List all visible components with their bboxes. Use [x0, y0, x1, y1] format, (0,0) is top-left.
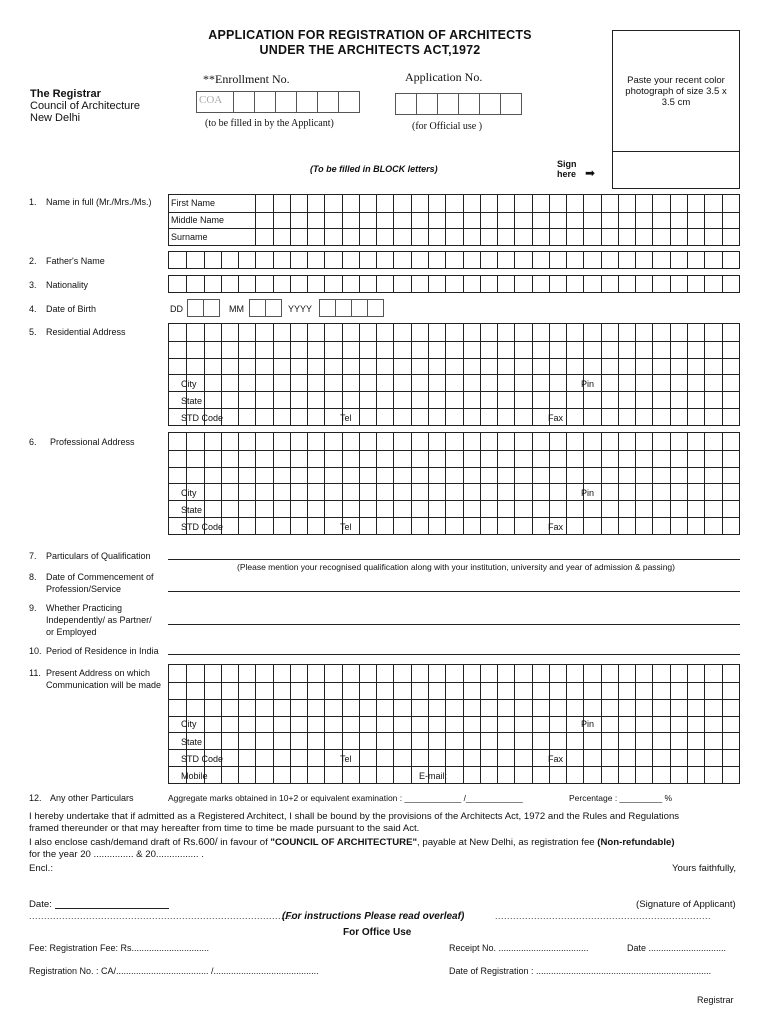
decl-favour-text: in favour of [220, 837, 268, 848]
nationality-grid[interactable] [168, 275, 740, 293]
pres-state-label: State [181, 737, 203, 747]
form-title-line2: UNDER THE ARCHITECTS ACT,1972 [259, 43, 481, 57]
enrollment-boxes[interactable] [197, 91, 360, 113]
registrar-label: Registrar [697, 995, 734, 1005]
f8-line[interactable] [168, 591, 740, 592]
prof-state-label: State [181, 505, 203, 515]
f10-label: Period of Residence in India [46, 646, 159, 656]
f12-percentage[interactable]: Percentage : _________ % [569, 793, 673, 803]
office-reg-date[interactable]: Date of Registration : ...................................................................... [449, 966, 712, 976]
f5-label: Residential Address [46, 327, 126, 337]
declaration-line1: I hereby undertake that if admitted as a Registered Architect, I shall be bound by the provisions of the Architects Act, 1972 and the Rules and Regulations [29, 811, 680, 822]
instructions-dots-left: ........................................................................................ [29, 911, 294, 921]
application-label: Application No. [405, 70, 483, 84]
f7-num: 7. [29, 551, 37, 561]
application-note: (for Official use ) [412, 121, 483, 132]
instructions-note: (For instructions Please read overleaf) [282, 911, 465, 922]
f2-num: 2. [29, 256, 37, 266]
decl-payable-text: , payable at New Delhi, as registration fee [417, 837, 595, 848]
form-title-line1: APPLICATION FOR REGISTRATION OF ARCHITECTS [208, 28, 532, 42]
f7-line[interactable] [168, 559, 740, 560]
office-date[interactable]: Date ............................... [627, 943, 727, 953]
dob-mm-boxes[interactable] [250, 299, 282, 317]
f4-num: 4. [29, 304, 37, 314]
surname-label: Surname [171, 232, 208, 242]
prof-pin-label: Pin [581, 488, 595, 498]
f7-note: (Please mention your recognised qualification along with your institution, university and year of admission & passing) [237, 562, 675, 572]
instructions-dots-right: ........................................................................ [495, 911, 712, 921]
f12-num: 12. [29, 793, 42, 803]
decl-amount: Rs.600/ [183, 837, 218, 848]
f11-label-b: Communication will be made [46, 680, 162, 690]
pres-email-label: E-mail: [419, 771, 448, 781]
present-address-grid[interactable] [168, 664, 740, 784]
f10-line[interactable] [168, 654, 740, 655]
decl-payee: "COUNCIL OF ARCHITECTURE" [270, 837, 418, 848]
enrollment-label: **Enrollment No. [203, 72, 290, 86]
declaration-line4: for the year 20 ............... & 20................ . [29, 849, 204, 860]
father-name-grid[interactable] [168, 251, 740, 269]
office-receipt[interactable]: Receipt No. .................................... [449, 943, 589, 953]
sign-here-label: Sign here [557, 159, 577, 179]
f1-label: Name in full (Mr./Mrs./Ms.) [46, 197, 152, 207]
addressee-city: New Delhi [30, 112, 81, 124]
photo-box[interactable] [612, 30, 740, 189]
yours-faithfully: Yours faithfully, [672, 863, 736, 874]
f9-label-b: Independently/ as Partner/ [46, 615, 152, 625]
f9-label-a: Whether Practicing [46, 603, 123, 613]
res-pin-label: Pin [581, 379, 595, 389]
dob-mm-label: MM [229, 304, 244, 314]
f10-num: 10. [29, 646, 42, 656]
res-tel-label: Tel [340, 413, 352, 423]
res-state-label: State [181, 396, 203, 406]
pres-fax-label: Fax [548, 754, 564, 764]
f8-label-a: Date of Commencement of [46, 572, 154, 582]
f12-marks[interactable]: Aggregate marks obtained in 10+2 or equivalent examination : ____________ /____________ [168, 793, 523, 803]
pres-tel-label: Tel [340, 754, 352, 764]
arrow-right-icon: ➡ [585, 166, 596, 180]
encl-label: Encl.: [29, 863, 53, 874]
prof-city-label: City [181, 488, 197, 498]
f3-label: Nationality [46, 280, 89, 290]
declaration-line3 [29, 837, 675, 848]
office-fee[interactable]: Fee: Registration Fee: Rs............................... [29, 943, 210, 953]
f8-label-b: Profession/Service [46, 584, 122, 594]
f12-label: Any other Particulars [50, 793, 134, 803]
dob-dd-boxes[interactable] [188, 299, 220, 317]
f6-num: 6. [29, 437, 37, 447]
photo-instruction: Paste your recent color photograph of size 3.5 x 3.5 cm [625, 75, 727, 108]
signature-label: (Signature of Applicant) [636, 899, 736, 910]
addressee-council: Council of Architecture [30, 100, 141, 112]
dob-dd-label: DD [170, 304, 183, 314]
pres-std-label: STD Code [181, 754, 224, 764]
block-letters-note: (To be filled in BLOCK letters) [310, 164, 438, 174]
res-fax-label: Fax [548, 413, 564, 423]
f8-num: 8. [29, 572, 37, 582]
signature-divider [613, 151, 739, 152]
f9-num: 9. [29, 603, 37, 613]
prof-std-label: STD Code [181, 522, 224, 532]
date-label: Date: [29, 899, 52, 910]
office-use-heading: For Office Use [343, 927, 412, 938]
prof-fax-label: Fax [548, 522, 564, 532]
middle-name-label: Middle Name [171, 215, 225, 225]
dob-yyyy-label: YYYY [288, 304, 313, 314]
f6-label: Professional Address [50, 437, 135, 447]
decl-nonrefundable: (Non-refundable) [597, 837, 675, 848]
residential-address-grid[interactable] [168, 323, 740, 426]
pres-city-label: City [181, 719, 197, 729]
f9-label-c: or Employed [46, 627, 97, 637]
professional-address-grid[interactable] [168, 432, 740, 535]
res-city-label: City [181, 379, 197, 389]
pres-mobile-label: Mobile [181, 771, 208, 781]
f1-num: 1. [29, 197, 37, 207]
name-grid[interactable] [168, 194, 740, 246]
f2-label: Father's Name [46, 256, 105, 266]
office-reg-no[interactable]: Registration No. : CA/..................................... /.......................................... [29, 966, 319, 976]
f5-num: 5. [29, 327, 37, 337]
f11-label-a: Present Address on which [46, 668, 151, 678]
date-line[interactable] [55, 908, 169, 909]
application-boxes[interactable] [396, 93, 522, 115]
declaration-line2: framed thereunder or that may hereafter from time to time be made pursuant to the said Act. [29, 823, 420, 834]
f4-label: Date of Birth [46, 304, 97, 314]
f7-label: Particulars of Qualification [46, 551, 151, 561]
first-name-label: First Name [171, 198, 216, 208]
f11-num: 11. [29, 668, 41, 678]
pres-pin-label: Pin [581, 719, 595, 729]
addressee-title: The Registrar [30, 88, 101, 100]
f9-line[interactable] [168, 624, 740, 625]
res-std-label: STD Code [181, 413, 224, 423]
dob-yyyy-boxes[interactable] [320, 299, 384, 317]
f3-num: 3. [29, 280, 37, 290]
enrollment-prefix: COA [196, 91, 234, 113]
decl-enclose-text: I also enclose cash/demand draft of [29, 837, 181, 848]
prof-tel-label: Tel [340, 522, 352, 532]
enrollment-note: (to be filled in by the Applicant) [205, 118, 334, 129]
